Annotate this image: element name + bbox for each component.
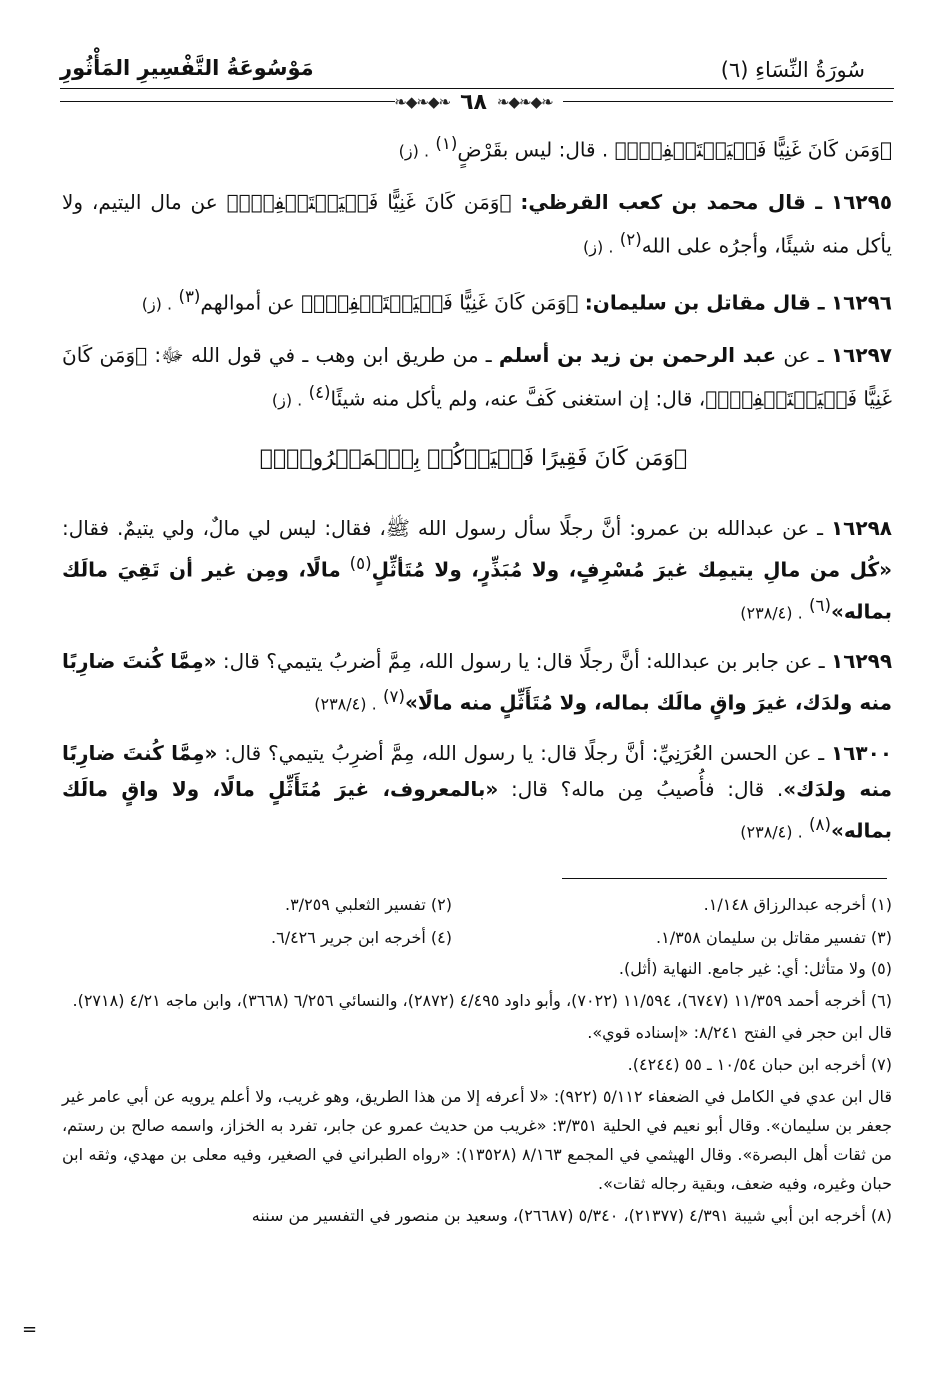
running-header-book-title: مَوْسُوعَةُ التَّفْسِيرِ المَأْثُورِ [60,56,314,80]
paragraph [62,125,892,171]
footnote: (٢) تفسير الثعلبي ٣/٢٥٩. [284,895,452,914]
paragraph-text: ، قال: إن استغنى كَفَّ عنه، ولم يأكل منه شيئًا [330,386,706,411]
quran-quote: ﴿وَمَن كَانَ غَنِيًّا فَلۡيَسۡتَعۡفِفۡۖ﴾ [62,342,892,411]
paragraph [62,183,892,267]
footnote: (٨) أخرجه ابن أبي شيبة ٤/٣٩١ (٢١٣٧٧)، ٥/٣٤٠ (٢٦٦٨٧)، وسعيد بن منصور في التفسير من سننه [251,1206,892,1225]
footnote: (٤) أخرجه ابن جرير ٦/٤٢٦. [271,928,452,947]
footnote: (٦) أخرجه أحمد ١١/٣٥٩ (٦٧٤٧)، ١١/٥٩٤ (٧٠٢٢)، وأبو داود ٤/٤٩٥ (٢٨٧٢)، والنسائي ٦/٢٥٦ (٣٦٦٨)، وابن ماجه ٤/٢١ (٢٧١٨). [72,991,892,1010]
footnote: (٥) ولا متأثل: أي: غير جامع. النهاية (أثل). [618,959,892,978]
footnote-ref: (١) [435,134,458,153]
paragraph-text: ـ عن الحسن العُرَنِيِّ: أنَّ رجلًا قال: يا رسول الله، مِمَّ أضرِبُ يتيمي؟ قال: [224,740,825,765]
source-code: . (٢٣٨/٤) [740,822,803,842]
source-code: . (٢٣٨/٤) [314,694,377,714]
footnote-ref: (٥) [349,554,372,573]
paragraph-text: ـ من طريق ابن وهب ـ في قول الله ﷻ: [154,342,492,367]
source-code: . (ز) [583,237,614,257]
paragraph [62,278,892,324]
source-code: . (ز) [141,294,173,314]
paragraph-text: . قال: ليس بقَرْضٍ [457,137,609,162]
footnote-row [62,888,892,921]
main-text-block-2 [62,510,892,851]
paragraph [62,735,892,851]
quran-quote: ﴿وَمَن كَانَ غَنِيًّا فَلۡيَسۡتَعۡفِفۡۖ﴾ [226,189,512,214]
footnote-ref: (٨) [809,814,831,834]
ornament-right-icon: ❧◆❧◆❧ [496,93,553,111]
ornament-left-icon: ❧◆❧◆❧ [394,93,451,111]
footnote: (٧) أخرجه ابن حبان ١٠/٥٤ ـ ٥٥ (٤٢٤٤). [627,1055,892,1074]
paragraph [62,510,892,631]
footnote-ref: (٣) [178,287,201,307]
footnote-comment: قال ابن حجر في الفتح ٨/٢٤١: «إسناده قوي». [587,1023,892,1042]
quran-quote: ﴿وَمَن كَانَ غَنِيًّا فَلۡيَسۡتَعۡفِفۡۖ﴾ [614,137,892,162]
athar-number: ١٦٢٩٧ [830,342,892,367]
athar-number: ١٦٢٩٩ [830,649,893,674]
footnote-ref: (٧) [383,687,405,707]
section-heading-verse: ﴿وَمَن كَانَ فَقِيرًا فَلۡيَأۡكُلۡ بِٱلۡمَعۡرُوفِۚ﴾ [259,446,688,471]
source-code: . (ز) [398,141,430,161]
paragraph-text: ـ عن جابر بن عبدالله: أنَّ رجلًا قال: يا رسول الله، مِمَّ أضربُ يتيمي؟ قال: [222,649,825,674]
paragraph [62,336,892,420]
footnote-ref: (٢) [619,229,642,249]
hadith-text: «مِمَّا كُنتَ ضارِبًا منه ولدَك، غيرَ واقٍ مالَك بماله، ولا مُتَأَثِّلٍ منه مالًا» [62,649,892,715]
athar-number: ١٦٣٠٠ [830,740,893,765]
main-text-block-1 [62,125,892,420]
hadith-text: مالًا، ومِن غير أن تَقِيَ مالَك بماله» [62,557,892,624]
hadith-text: «بالمعروف، غيرَ مُتَأَثِّلٍ مالًا، ولا واقٍ مالَك بماله» [62,776,892,843]
athar-number: ١٦٢٩٥ [830,189,893,214]
paragraph [62,643,892,723]
continuation-mark: = [22,1319,38,1340]
footnote-separator [562,878,887,879]
footnote-row [62,921,892,954]
footnote-comment: قال ابن عدي في الكامل في الضعفاء ٥/١١٢ (٩٢٢): «لا أعرفه إلا من هذا الطريق، وهو غريب، ولا أعلم يرويه عن أبي عامر غير جعفر بن سليمان». وقال أبو نعيم في الحلية ٣/٣٥١: «غريب من حديث عمرو عن جابر، تفرد به الخزاز، واسمه صالح بن رستم، من ثقات أهل البصرة». وقال الهيثمي في المجمع ٨/١٦٣ (١٣٥٢٨): «رواه الطبراني في الصغير، وفيه معلى بن مهدي، وثقه ابن حبان وغيره، وفيه ضعف، وبقية رجاله ثقات». [62,1087,893,1193]
paragraph-text: ـ عن [783,342,824,367]
paragraph-text: . قال: فأُصيبُ مِن ماله؟ قال: [511,776,784,801]
quran-quote: ﴿وَمَن كَانَ غَنِيًّا فَلۡيَسۡتَعۡفِفۡۖ﴾ [301,290,579,315]
paragraph-text: عن مال اليتيم، ولا يأكل منه شيئًا، وأجرُه على الله [62,189,892,258]
hadith-text: «كُل من مالِ يتيمِك غيرَ مُسْرِفٍ، ولا مُبَذِّرٍ، ولا مُتَأثِّلٍ [371,557,892,582]
running-header-surah: سُورَةُ النِّسَاءِ (٦) [720,58,865,82]
athar-number: ١٦٢٩٦ [830,290,892,315]
hadith-text: «مِمَّا كُنتَ ضارِبًا منه ولدَك» [62,740,892,801]
footnotes [62,888,892,1230]
athar-number: ١٦٢٩٨ [830,516,892,540]
source-code: . (٢٣٨/٤) [740,603,803,623]
footnote-ref: (٤) [308,382,331,402]
source-code: . (ز) [271,390,303,410]
footnote: (١) أخرجه عبدالرزاق ١/١٤٨. [703,895,892,914]
page-number-row [0,88,947,116]
narrator: ـ قال محمد بن كعب القرظي: [520,189,823,214]
paragraph-text: ـ عن عبدالله بن عمرو: أنَّ رجلًا سأل رسول الله ﷺ، فقال: ليس لي مالٌ، ولي يتيمٌ. فقال: [62,516,824,540]
footnote: (٣) تفسير مقاتل بن سليمان ١/٣٥٨. [656,928,892,947]
footnote-ref: (٦) [809,595,831,615]
paragraph-text: عن أموالهم [200,290,295,315]
page-number: ٦٨ [460,89,487,115]
narrator: ـ قال مقاتل بن سليمان: [584,290,825,315]
narrator: عبد الرحمن بن زيد بن أسلم [498,342,777,367]
